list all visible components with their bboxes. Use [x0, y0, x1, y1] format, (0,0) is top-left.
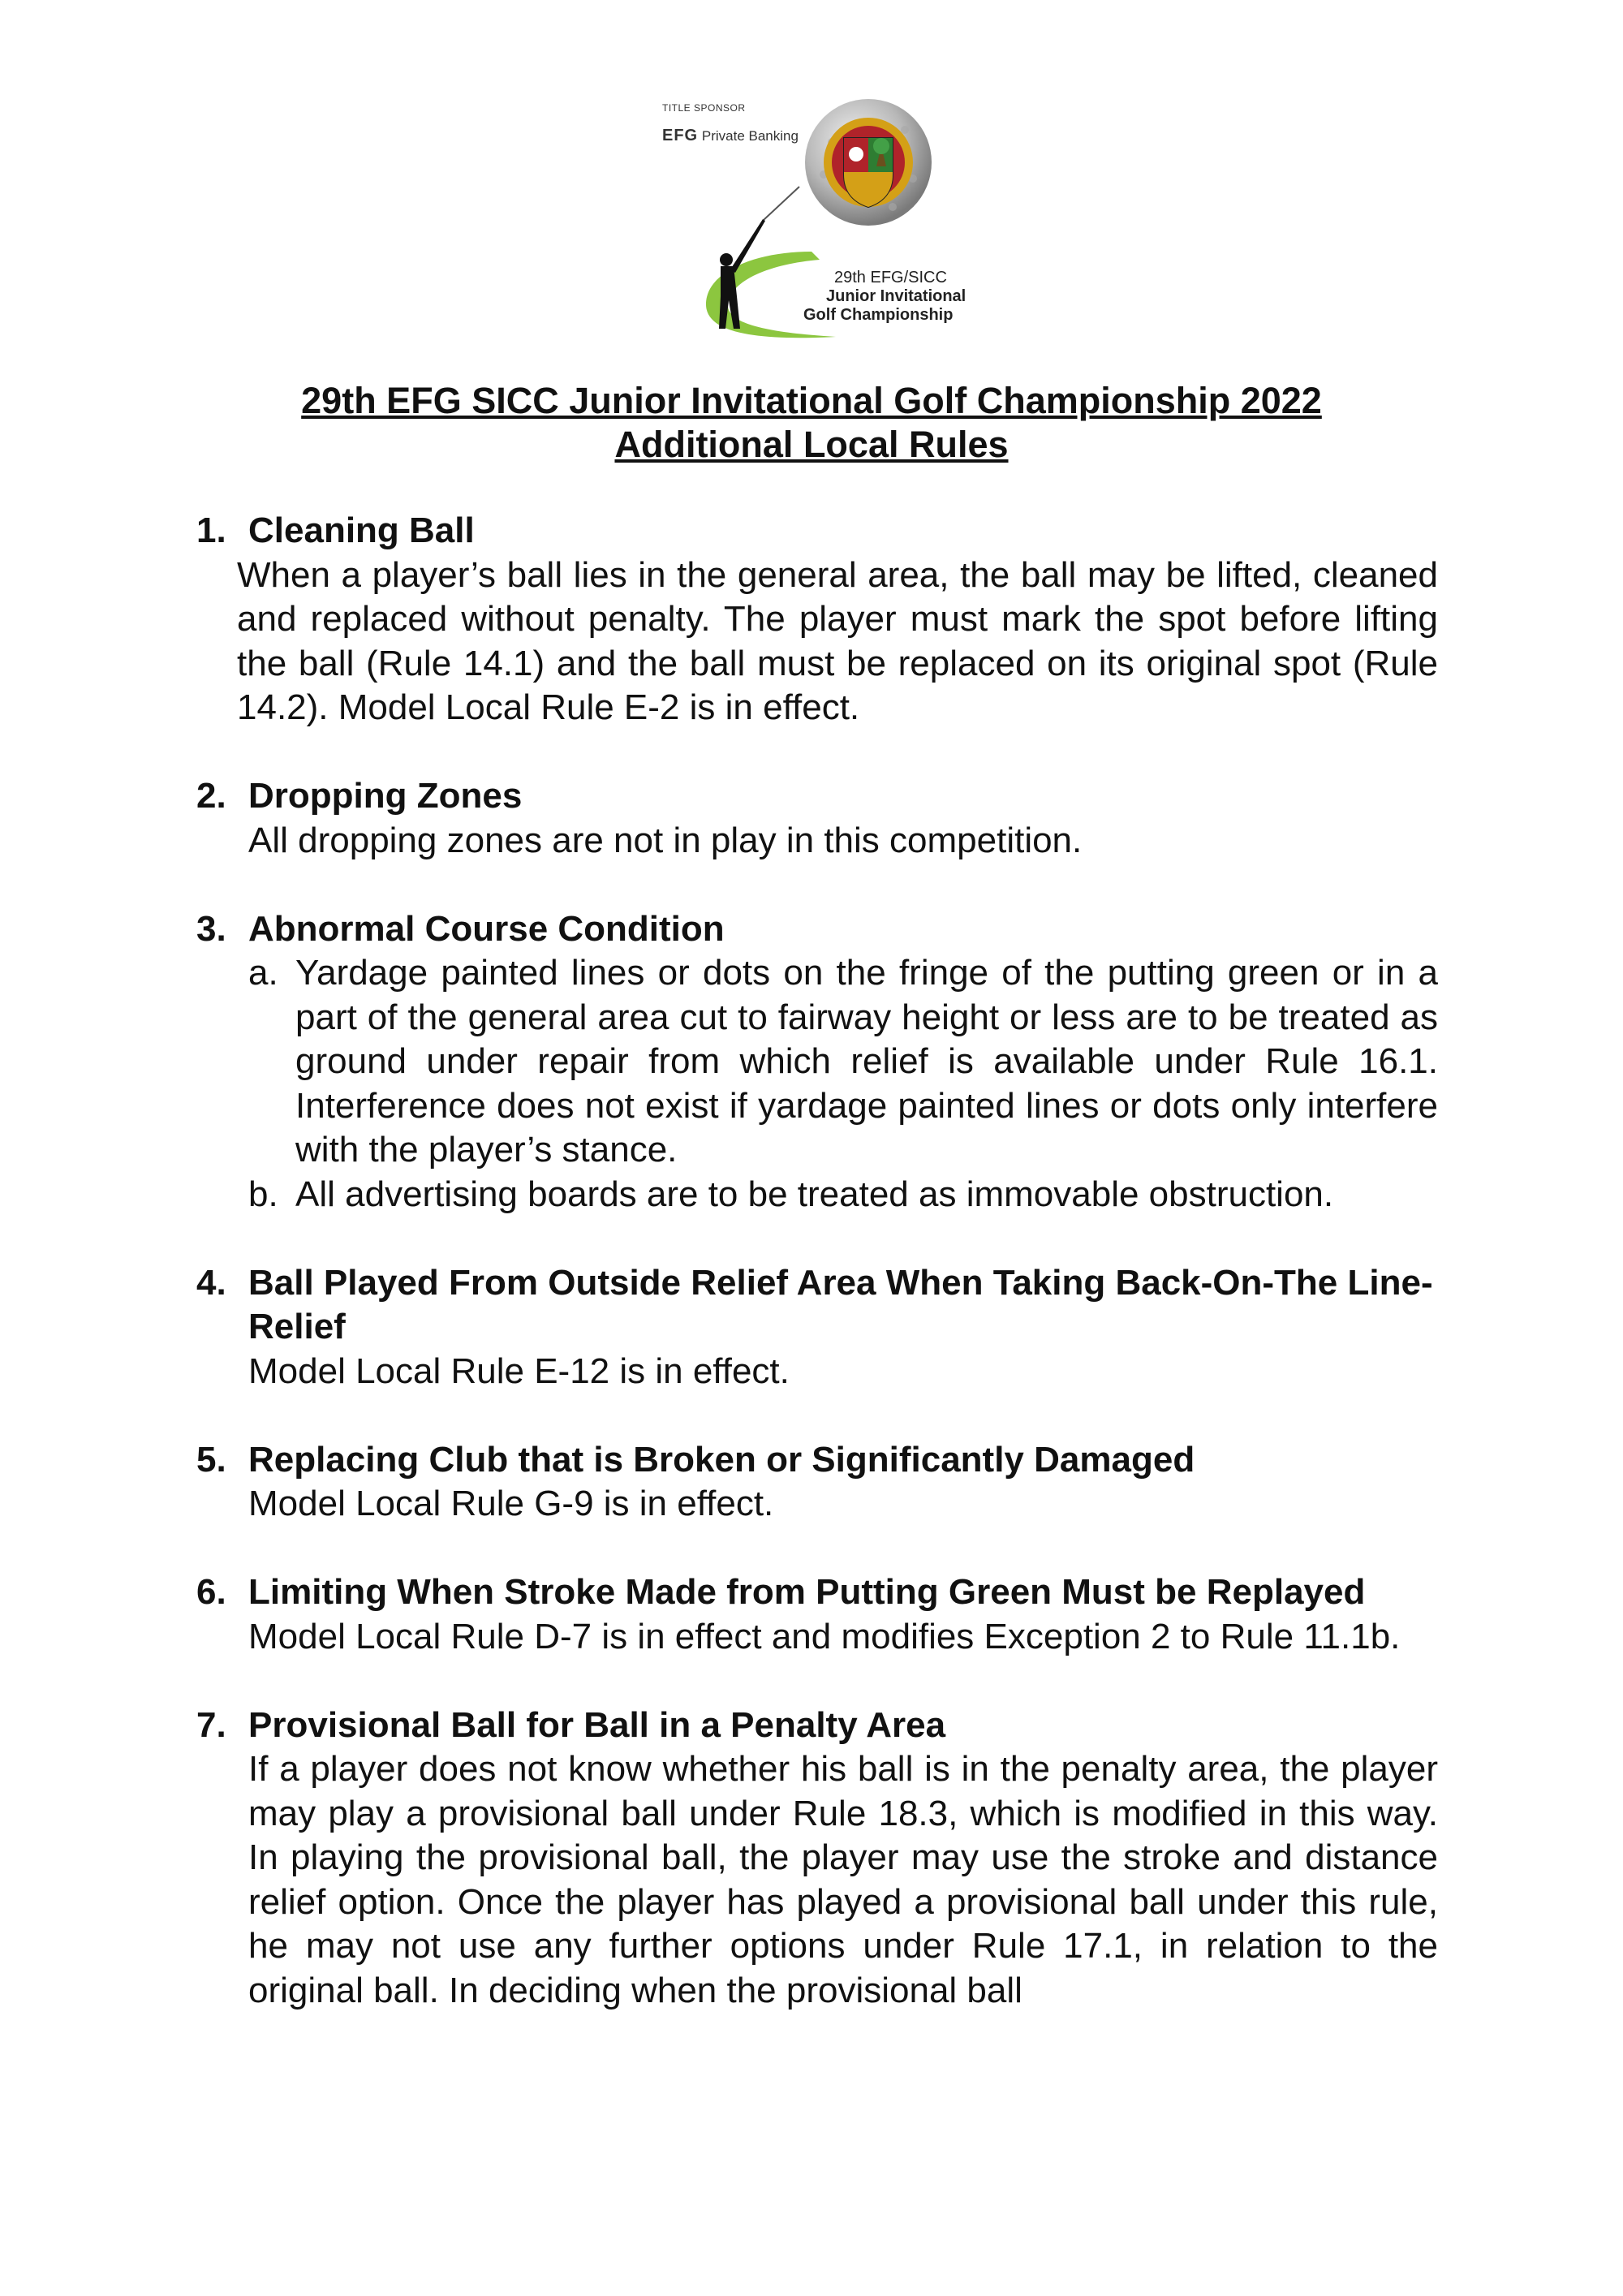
subitem-letter: a. — [248, 953, 278, 993]
sponsor-label: TITLE SPONSOR — [662, 102, 746, 114]
rule-item — [196, 1570, 1438, 1659]
rule-title: Abnormal Course Condition — [248, 908, 725, 949]
rule-number: 7. — [196, 1704, 226, 1745]
rule-body: Model Local Rule G-9 is in effect. — [248, 1484, 774, 1523]
rule-title: Cleaning Ball — [248, 510, 475, 550]
rule-item — [196, 1438, 1438, 1527]
rule-number: 5. — [196, 1439, 226, 1480]
rule-subitem — [248, 951, 1438, 1173]
sponsor-name-text: Private Banking — [701, 128, 799, 144]
rule-number: 6. — [196, 1572, 226, 1612]
document-title: 29th EFG SICC Junior Invitational Golf Championship 2022 — [301, 380, 1322, 421]
event-edition: 29th EFG/SICC — [834, 269, 947, 286]
subitem-text: Yardage painted lines or dots on the fringe of the putting green or in a part of the general area cut to fairway height or less are to be treated as ground under repair from which relief is available under Rule 16.1. Interference does not exist if yardage painted lines or dots only interfere with the player’s stance. — [295, 953, 1438, 1170]
sponsor-name — [662, 127, 799, 145]
subitem-letter: b. — [248, 1174, 278, 1214]
sponsor-mark: EFG — [662, 127, 699, 144]
rule-item — [196, 774, 1438, 863]
rules-list — [196, 509, 1438, 2057]
rule-title: Provisional Ball for Ball in a Penalty Area — [248, 1704, 946, 1745]
rule-heading — [196, 1261, 1438, 1350]
event-logo — [649, 97, 974, 341]
rule-number: 2. — [196, 776, 226, 816]
event-name-line2: Golf Championship — [803, 306, 954, 324]
rule-body: All dropping zones are not in play in this competition. — [248, 820, 1083, 860]
rule-body: Model Local Rule D-7 is in effect and modifies Exception 2 to Rule 11.1b. — [248, 1616, 1401, 1656]
rule-subitem — [248, 1173, 1438, 1217]
rule-title: Dropping Zones — [248, 776, 523, 816]
rule-body: When a player’s ball lies in the general area, the ball may be lifted, cleaned and replaced without penalty. The player must mark the spot before lifting the ball (Rule 14.1) and the ball must be replaced on its original spot (Rule 14.2). Model Local Rule E-2 is in effect. — [237, 554, 1438, 727]
rule-heading — [196, 1570, 1438, 1615]
rule-heading — [196, 907, 1438, 952]
rule-item — [196, 1704, 1438, 2014]
rule-item — [196, 509, 1438, 730]
rule-number: 1. — [196, 510, 226, 550]
rule-body: If a player does not know whether his ball is in the penalty area, the player may play a provisional ball under Rule 18.3, which is modified in this way. In playing the provisional ball, the player may use the stroke and distance relief option. Once the player has played a provisional ball under this rule, he may not use any further options under Rule 17.1, in relation to the original ball. In deciding when the provisional ball — [248, 1749, 1438, 2010]
subitem-text: All advertising boards are to be treated as immovable obstruction. — [295, 1174, 1334, 1214]
rule-item — [196, 907, 1438, 1217]
rule-item — [196, 1261, 1438, 1394]
document-subtitle: Additional Local Rules — [614, 424, 1009, 465]
rule-heading — [196, 509, 1438, 554]
rule-title: Ball Played From Outside Relief Area When Taking Back-On-The Line-Relief — [248, 1262, 1433, 1346]
rule-body: Model Local Rule E-12 is in effect. — [248, 1350, 790, 1391]
event-name-line1: Junior Invitational — [826, 287, 966, 305]
rule-heading — [196, 1704, 1438, 1748]
rule-number: 4. — [196, 1262, 226, 1303]
rule-heading — [196, 1438, 1438, 1483]
rule-title: Limiting When Stroke Made from Putting Green Must be Replayed — [248, 1572, 1366, 1612]
rule-number: 3. — [196, 908, 226, 949]
rule-title: Replacing Club that is Broken or Significantly Damaged — [248, 1439, 1195, 1480]
rule-heading — [196, 774, 1438, 819]
